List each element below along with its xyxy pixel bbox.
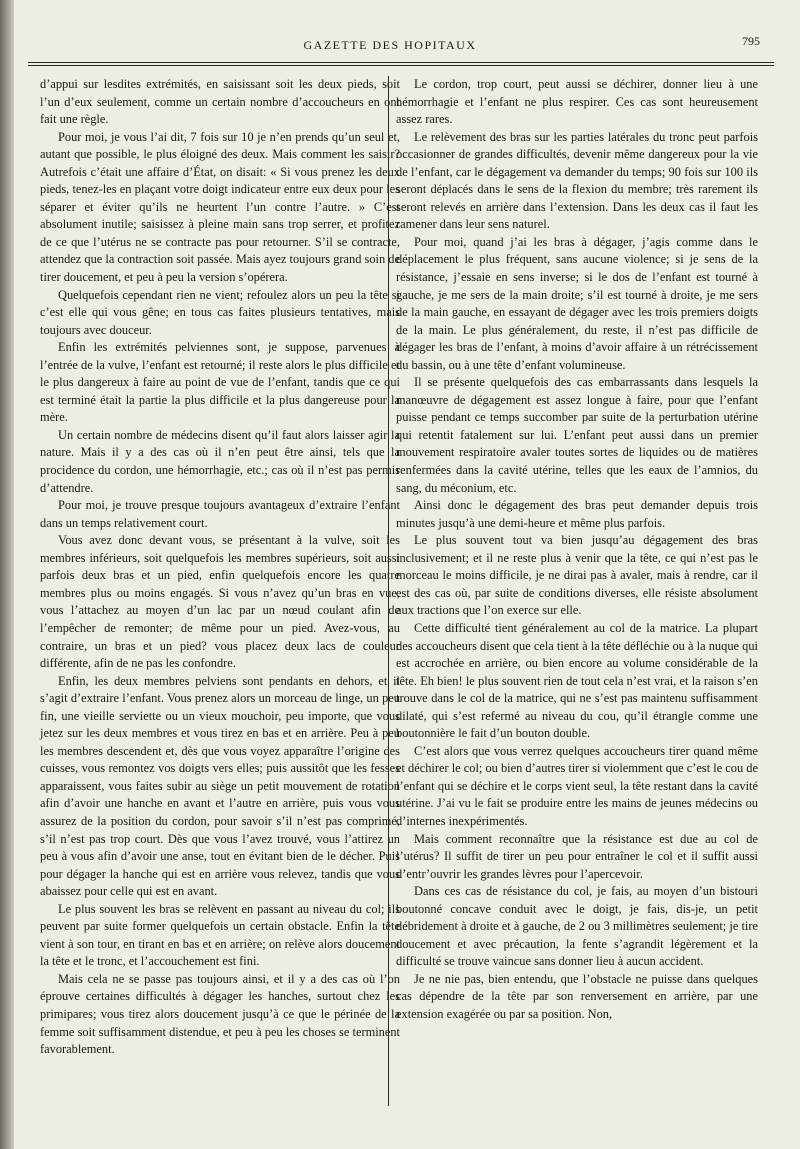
- paragraph: Un certain nombre de médecins disent qu’il faut alors laisser agir la nature. Mais il y a des cas où il n’en peut être ainsi, tels que la procidence du cordon, une hémorrhagie, etc.; cas où il n’est pas permis d’attendre.: [40, 427, 400, 495]
- paragraph: Le relèvement des bras sur les parties latérales du tronc peut parfois occasionner de grandes difficultés, devenir même dangereux pour la vie de l’enfant, car le dégagement va demander du temps; 90 fois sur 100 ils seront déplacés dans le sens de la flexion du membre; très rarement ils seront relevés en arrière dans l’extension. Dans les deux cas il faut les ramener dans leur sens naturel.: [396, 129, 758, 232]
- paragraph: Le plus souvent les bras se relèvent en passant au niveau du col; ils peuvent par suite former quelquefois un certain obstacle. Enfin la tête vient à son tour, en tirant en bas et en arrière; on relève alors doucement la tête et le tronc, et l’accouchement est fini.: [40, 901, 400, 969]
- paragraph: Dans ces cas de résistance du col, je fais, au moyen d’un bistouri boutonné concave conduit avec le doigt, je fais, dis-je, un petit débridement à droite et à gauche, de 2 ou 3 millimètres seulement; je tire doucement et avec précaution, la fente s’agrandit légèrement et la difficulté se trouve vaincue sans donner lieu à aucun accident.: [396, 884, 758, 969]
- paragraph: Enfin les extrémités pelviennes sont, je suppose, parvenues à l’entrée de la vulve, l’enfant est retourné; il reste alors le plus difficile et le plus dangereux à faire au point de vue de l’enfant, tandis que ce qui est terminé était la partie la plus difficile et la plus dangereuse pour la mère.: [40, 340, 400, 425]
- paragraph: Pour moi, quand j’ai les bras à dégager, j’agis comme dans le déplacement le plus fréquent, sans aucune violence; si je sens de la résistance, j’essaie en sens inverse; si le dos de l’enfant est tourné à gauche, je me sers de la main droite; s’il est tourné à droite, je me sers de la main gauche, en essayant de dégager avec les trois premiers doigts de la main. Le plus généralement, du reste, il n’est pas difficile de dégager les bras de l’enfant, à moins d’avoir affaire à un rétrécissement du bassin, ou à une tête d’enfant volumineuse.: [396, 234, 758, 372]
- column-divider: [388, 76, 389, 1106]
- paragraph: Le cordon, trop court, peut aussi se déchirer, donner lieu à une hémorrhagie et l’enfant ne plus respirer. Ces cas sont heureusement assez rares.: [396, 77, 758, 127]
- paragraph: Mais cela ne se passe pas toujours ainsi, et il y a des cas où l’on éprouve certaines difficultés à dégager les hanches, surtout chez les primipares; vous tirez alors doucement jusqu’à ce que le périnée de la femme soit suffisamment distendue, et peu à peu les choses se terminent favorablement.: [40, 971, 400, 1057]
- paragraph: Pour moi, je trouve presque toujours avantageux d’extraire l’enfant dans un temps relativement court.: [40, 498, 400, 530]
- right-column: [396, 76, 758, 1024]
- page-number: 795: [742, 34, 760, 48]
- header-rule-double: [28, 65, 774, 66]
- paragraph: Je ne nie pas, bien entendu, que l’obstacle ne puisse dans quelques cas dépendre de la tête par son renversement en arrière, par une extension exagérée ou par sa position. Non,: [396, 971, 758, 1021]
- running-header: GAZETTE DES HOPITAUX: [303, 38, 477, 52]
- paragraph: Pour moi, je vous l’ai dit, 7 fois sur 10 je n’en prends qu’un seul et, autant que possible, le plus éloigné des deux. Mais comment les saisir? Autrefois c’était une affaire d’État, on disait: « Si vous prenez les deux pieds, tenez-les en plaçant votre doigt indicateur entre eux deux pour les séparer et éviter qu’ils ne heurtent l’un contre l’autre. » C’est absolument inutile; saisissez à pleine main sans trop serrer, et profitez de ce que l’utérus ne se contracte pas pour retourner. S’il se contracte, attendez que la contraction soit passée. Mais ayez toujours grand soin de tirer doucement, et peu à peu la version s’opérera.: [40, 129, 400, 285]
- paragraph: d’appui sur lesdites extrémités, en saisissant soit les deux pieds, soit l’un d’eux seulement, comme un certain nombre d’accoucheurs en ont fait une règle.: [40, 77, 400, 127]
- paragraph: Quelquefois cependant rien ne vient; refoulez alors un peu la tête si c’est elle qui vous gêne; en tous cas faites plusieurs tentatives, mais toujours avec douceur.: [40, 287, 400, 337]
- paragraph: Le plus souvent tout va bien jusqu’au dégagement des bras inclusivement; et il ne reste plus à venir que la tête, ce qui n’est pas le morceau le moins difficile, je ne dirai pas à avaler, mais à rendre, car il est des cas où, par suite de conditions diverses, elle résiste absolument aux tractions que l’on exerce sur elle.: [396, 533, 758, 618]
- paragraph: Enfin, les deux membres pelviens sont pendants en dehors, et il s’agit d’extraire l’enfant. Vous prenez alors un morceau de linge, un peu fin, une vieille serviette ou un vieux mouchoir, peu importe, que vous jetez sur les deux membres et vous tirez en bas et en arrière. Peu à peu les membres descendent et, dès que vous voyez apparaître l’origine des cuisses, vous remontez vos doigts vers elles; puis aussitôt que les fesses apparaissent, vous faites subir au siège un petit mouvement de rotation afin d’avoir une hanche en avant et l’autre en arrière, puis vous vous assurez de la position du cordon, pour savoir s’il n’est pas comprimé, s’il n’est pas trop court. Dès que vous l’avez trouvé, vous l’attirez un peu à vous afin d’avoir une anse, tout en évitant bien de le décher. Puis pour dégager la hanche qui est en arrière vous relevez, tandis que vous abaissez pour celle qui est en avant.: [40, 673, 400, 899]
- paragraph: Mais comment reconnaître que la résistance est due au col de l’utérus? Il suffit de tirer un peu pour entraîner le col et il suffit aussi d’entr’ouvrir les grandes lèvres pour l’apercevoir.: [396, 831, 758, 881]
- header-rule: [28, 62, 774, 63]
- left-column: [40, 76, 400, 1059]
- paragraph: Cette difficulté tient généralement au col de la matrice. La plupart des accoucheurs disent que cela tient à la tête défléchie ou à la nuque qui est accrochée en arrière, ou bien encore au volume considérable de la tête. Eh bien! le plus souvent rien de tout cela n’est vrai, et la raison s’en trouve dans le col de la matrice, qui ne s’est pas maintenu suffisamment dilaté, qui s’est refermé au niveau du cou, qu’il étrangle comme une boutonnière le fait d’un bouton double.: [396, 620, 758, 741]
- paragraph: C’est alors que vous verrez quelques accoucheurs tirer quand même et déchirer le col; ou bien d’autres tirer si violemment que c’est le cou de l’enfant qui se déchire et le corps vient seul, la tête restant dans la cavité utérine. J’ai vu le fait se produire entre les mains de jeunes médecins ou d’internes inexpérimentés.: [396, 743, 758, 828]
- paragraph: Il se présente quelquefois des cas embarrassants dans lesquels la manœuvre de dégagement est assez longue à faire, pour que l’enfant puisse pendant ce temps succomber par suite de la perturbation utérine qui retentit fatalement sur lui. L’enfant peut aussi dans un premier mouvement respiratoire avaler toutes sortes de liquides ou de matières renfermées dans la cavité utérine, telles que les eaux de l’amnios, du sang, du méconium, etc.: [396, 375, 758, 495]
- paragraph: Ainsi donc le dégagement des bras peut demander depuis trois minutes jusqu’à une demi-heure et même plus parfois.: [396, 498, 758, 530]
- paragraph: Vous avez donc devant vous, se présentant à la vulve, soit les membres inférieurs, soit quelquefois les membres supérieurs, soit aussi parfois deux bras et un pied, enfin quelquefois encore les quatre membres plus ou moins engagés. Si vous n’avez qu’un bras en vue, vous l’attachez au moyen d’un lac par un nœud coulant afin de l’empêcher de remonter; de même pour un pied. Avez-vous, au contraire, un bras et un pied? vous placez deux lacs de couleur différente, afin de ne pas les confondre.: [40, 533, 400, 671]
